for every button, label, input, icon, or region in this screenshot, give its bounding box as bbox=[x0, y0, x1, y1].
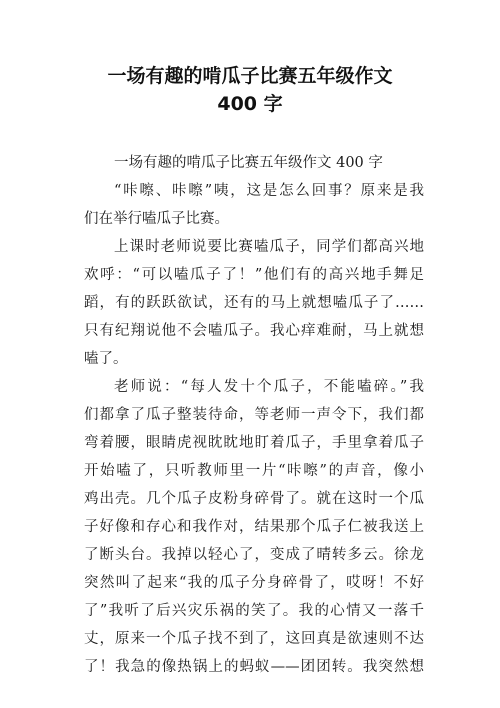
document-body bbox=[84, 149, 424, 681]
body-line: 子好像和存心和我作对，结果那个瓜子仁被我送上 bbox=[84, 519, 424, 535]
body-line: “咔嚓、咔嚓”咦，这是怎么回事？原来是我 bbox=[114, 183, 424, 199]
body-line: 蹈，有的跃跃欲试，还有的马上就想嗑瓜子了…… bbox=[84, 295, 424, 311]
body-line: 丈，原来一个瓜子找不到了，这回真是欲速则不达 bbox=[84, 631, 424, 647]
body-line: 们都拿了瓜子整装待命，等老师一声令下，我们都 bbox=[84, 407, 424, 423]
body-line: 嗑了。 bbox=[84, 351, 128, 367]
body-line: 了”我听了后兴灾乐祸的笑了。我的心情又一落千 bbox=[84, 603, 424, 619]
body-line: 欢呼：“可以嗑瓜子了！”他们有的高兴地手舞足 bbox=[84, 267, 424, 283]
body-line: 突然叫了起来“我的瓜子分身碎骨了，哎呀！不好 bbox=[84, 575, 424, 591]
body-line: 了断头台。我掉以轻心了，变成了晴转多云。徐龙 bbox=[84, 547, 424, 563]
body-line: 们在举行嗑瓜子比赛。 bbox=[84, 211, 229, 227]
body-line: 开始嗑了，只听教师里一片“咔嚓”的声音，像小 bbox=[84, 463, 424, 479]
body-line: 只有纪翔说他不会嗑瓜子。我心痒难耐，马上就想 bbox=[84, 323, 424, 339]
body-line: 老师说：“每人发十个瓜子，不能嗑碎。”我 bbox=[114, 379, 424, 395]
body-line: 一场有趣的啃瓜子比赛五年级作文 400 字 bbox=[114, 155, 383, 171]
body-line: 了！我急的像热锅上的蚂蚁——团团转。我突然想 bbox=[84, 659, 424, 675]
body-line: 上课时老师说要比赛嗑瓜子，同学们都高兴地 bbox=[114, 239, 424, 255]
body-line: 鸡出壳。几个瓜子皮粉身碎骨了。就在这时一个瓜 bbox=[84, 491, 424, 507]
body-line: 弯着腰，眼睛虎视眈眈地盯着瓜子，手里拿着瓜子 bbox=[84, 435, 424, 451]
document-title-line-1: 一场有趣的啃瓜子比赛五年级作文 bbox=[107, 65, 393, 87]
document-title-line-2: 400 字 bbox=[217, 93, 283, 115]
